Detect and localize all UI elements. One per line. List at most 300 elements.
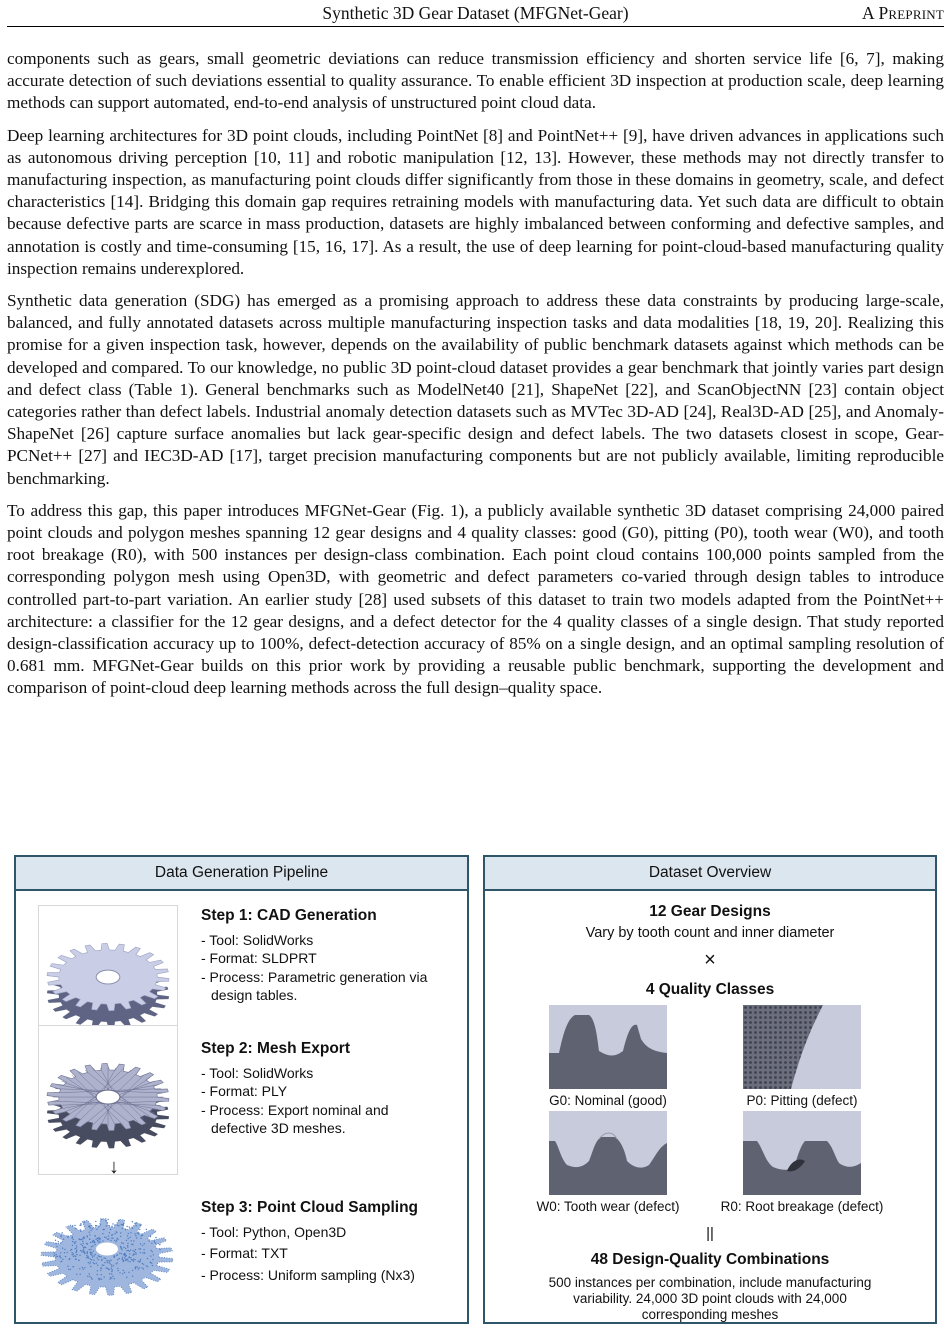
point bbox=[142, 1235, 143, 1236]
point bbox=[72, 1225, 73, 1226]
point bbox=[59, 1255, 60, 1256]
point bbox=[117, 1225, 118, 1226]
point bbox=[80, 1250, 81, 1251]
point bbox=[123, 1270, 124, 1271]
point bbox=[100, 1238, 101, 1239]
point bbox=[90, 1261, 91, 1262]
point bbox=[101, 1268, 102, 1269]
point bbox=[124, 1272, 125, 1273]
point bbox=[73, 1266, 74, 1267]
point bbox=[75, 1241, 76, 1242]
step-1 bbox=[201, 907, 469, 1005]
point bbox=[57, 1256, 58, 1257]
point bbox=[55, 1240, 56, 1241]
point bbox=[136, 1222, 137, 1223]
w0-defect-image bbox=[549, 1111, 667, 1195]
point bbox=[140, 1243, 141, 1244]
point bbox=[64, 1249, 65, 1250]
point bbox=[86, 1235, 87, 1236]
point bbox=[110, 1277, 111, 1278]
point bbox=[84, 1267, 85, 1268]
point bbox=[83, 1269, 84, 1270]
p0-defect-image bbox=[743, 1005, 861, 1089]
overview-title: Dataset Overview bbox=[485, 857, 935, 891]
point bbox=[126, 1277, 127, 1278]
root-breakage-icon bbox=[743, 1111, 861, 1195]
point bbox=[106, 1225, 107, 1226]
point bbox=[109, 1232, 110, 1233]
point bbox=[136, 1237, 137, 1238]
equals-symbol: || bbox=[706, 1225, 714, 1242]
point bbox=[127, 1259, 128, 1260]
point bbox=[122, 1243, 123, 1244]
point bbox=[55, 1243, 56, 1244]
point bbox=[56, 1246, 57, 1247]
point bbox=[71, 1249, 72, 1250]
point bbox=[154, 1241, 155, 1242]
point bbox=[144, 1252, 145, 1253]
point bbox=[140, 1238, 141, 1239]
point bbox=[87, 1251, 88, 1252]
point bbox=[79, 1225, 80, 1226]
point bbox=[102, 1233, 103, 1234]
point bbox=[110, 1229, 111, 1230]
point bbox=[60, 1235, 61, 1236]
down-arrow-icon: ↓ bbox=[109, 1156, 119, 1178]
class-label-p0: P0: Pitting (defect) bbox=[746, 1093, 858, 1108]
point bbox=[74, 1242, 75, 1243]
point bbox=[104, 1262, 105, 1263]
point bbox=[130, 1250, 131, 1251]
designs-subtitle: Vary by tooth count and inner diameter bbox=[585, 925, 835, 941]
point bbox=[86, 1257, 87, 1258]
point bbox=[132, 1276, 133, 1277]
point bbox=[117, 1270, 118, 1271]
point bbox=[108, 1238, 109, 1239]
point bbox=[91, 1277, 92, 1278]
point bbox=[121, 1242, 122, 1243]
point bbox=[91, 1246, 92, 1247]
point bbox=[87, 1276, 88, 1277]
point bbox=[80, 1223, 81, 1224]
point bbox=[129, 1237, 130, 1238]
point bbox=[82, 1250, 83, 1251]
point bbox=[98, 1259, 99, 1260]
point bbox=[138, 1233, 139, 1234]
point bbox=[110, 1263, 111, 1264]
combinations-description: 500 instances per combination, include manufacturing variability. 24,000 3D point clouds with 24,000 corresponding meshes bbox=[548, 1275, 872, 1322]
point bbox=[111, 1266, 112, 1267]
point bbox=[112, 1269, 113, 1270]
point bbox=[90, 1252, 91, 1253]
point bbox=[104, 1276, 105, 1277]
mesh-gear-image bbox=[38, 1025, 178, 1178]
point bbox=[70, 1250, 71, 1251]
point bbox=[106, 1260, 107, 1261]
point bbox=[76, 1245, 77, 1246]
point bbox=[146, 1265, 147, 1266]
point bbox=[71, 1252, 72, 1253]
point bbox=[135, 1268, 136, 1269]
point bbox=[129, 1226, 130, 1227]
point bbox=[111, 1271, 112, 1272]
point bbox=[143, 1249, 144, 1250]
point bbox=[128, 1233, 129, 1234]
point bbox=[63, 1239, 64, 1240]
step-item: - Process: Uniform sampling (Nx3) bbox=[201, 1266, 415, 1283]
point bbox=[82, 1241, 83, 1242]
point bbox=[122, 1257, 123, 1258]
step-item: - Tool: SolidWorks bbox=[201, 1064, 314, 1081]
step-3 bbox=[201, 1199, 418, 1284]
point bbox=[74, 1225, 75, 1226]
overview-panel bbox=[483, 855, 937, 1324]
point bbox=[75, 1256, 76, 1257]
point bbox=[54, 1255, 55, 1256]
point bbox=[142, 1245, 143, 1246]
point bbox=[97, 1274, 98, 1275]
point bbox=[109, 1262, 110, 1263]
point bbox=[143, 1264, 144, 1265]
point bbox=[137, 1261, 138, 1262]
point bbox=[71, 1237, 72, 1238]
point bbox=[97, 1240, 98, 1241]
point bbox=[112, 1238, 113, 1239]
point bbox=[132, 1228, 133, 1229]
point bbox=[151, 1263, 152, 1264]
point bbox=[113, 1265, 114, 1266]
point bbox=[144, 1243, 145, 1244]
point bbox=[105, 1258, 106, 1259]
point bbox=[88, 1262, 89, 1263]
point bbox=[139, 1267, 140, 1268]
point bbox=[103, 1229, 104, 1230]
gear-pointcloud-icon bbox=[32, 1179, 182, 1319]
point bbox=[108, 1219, 109, 1220]
point bbox=[89, 1232, 90, 1233]
point bbox=[114, 1225, 115, 1226]
point bbox=[132, 1260, 133, 1261]
point bbox=[127, 1243, 128, 1244]
point bbox=[92, 1245, 93, 1246]
paragraph: Synthetic data generation (SDG) has emerged as a promising approach to address these data constraints by producing large-scale, balanced, and fully annotated datasets across multiple manufacturing inspection tasks and data modalities [18, 19, 20]. Realizing this promise for a given inspection task, however, depends on the availability of public benchmark datasets against which methods can be developed and compared. To our knowledge, no public 3D point-cloud dataset provides a gear benchmark that jointly varies part design and defect class (Table 1). General benchmarks such as ModelNet40 [21], ShapeNet [22], and ScanObjectNN [23] contain object categories rather than defect labels. Industrial anomaly detection datasets such as MVTec 3D-AD [24], Real3D-AD [25], and Anomaly-ShapeNet [26] capture surface anomalies but lack gear-specific design and defect labels. The two datasets closest in scope, Gear-PCNet++ [27] and IEC3D-AD [17], target precision manufacturing components but are not publicly available, limiting reproducible benchmarking. bbox=[7, 291, 944, 488]
point bbox=[73, 1256, 74, 1257]
point bbox=[116, 1240, 117, 1241]
point bbox=[108, 1269, 109, 1270]
point bbox=[153, 1240, 154, 1241]
point bbox=[112, 1276, 113, 1277]
point bbox=[78, 1260, 79, 1261]
point bbox=[111, 1277, 112, 1278]
point bbox=[83, 1248, 84, 1249]
point bbox=[135, 1249, 136, 1250]
point bbox=[121, 1253, 122, 1254]
point bbox=[131, 1244, 132, 1245]
point bbox=[98, 1279, 99, 1280]
point bbox=[81, 1251, 82, 1252]
point bbox=[78, 1238, 79, 1239]
point bbox=[110, 1240, 111, 1241]
point bbox=[100, 1270, 101, 1271]
step-item: - Tool: SolidWorks bbox=[201, 931, 314, 948]
nominal-tooth-icon bbox=[549, 1005, 667, 1089]
point bbox=[65, 1256, 66, 1257]
point bbox=[152, 1265, 153, 1266]
point bbox=[90, 1254, 91, 1255]
point bbox=[126, 1250, 127, 1251]
point bbox=[119, 1258, 120, 1259]
page-header bbox=[7, 0, 944, 27]
point bbox=[150, 1255, 151, 1256]
point bbox=[82, 1267, 83, 1268]
class-label-g0: G0: Nominal (good) bbox=[549, 1093, 667, 1108]
point bbox=[150, 1236, 151, 1237]
combinations-title: 48 Design-Quality Combinations bbox=[590, 1251, 830, 1268]
paragraph: To address this gap, this paper introduces MFGNet-Gear (Fig. 1), a publicly available synthetic 3D dataset comprising 24,000 paired point clouds and polygon meshes spanning 12 gear designs and 4 quality classes: good (G0), pitting (P0), tooth wear (W0), and tooth root breakage (R0), with 500 instances per design-class combination. Each point cloud contains 100,000 points sampled from the corresponding polygon mesh using Open3D, with geometric and defect parameters co-varied through design tables to introduce controlled part-to-part variation. An earlier study [28] used subsets of this dataset to train two models adapted from the PointNet++ architecture: a classifier for the 12 gear designs, and a defect detector for the 4 quality classes of a single design. That study reported design-classification accuracy up to 100%, defect-detection accuracy of 85% on a single design, and an optimal sampling resolution of 0.681 mm. MFGNet-Gear builds on this prior work by providing a reusable public benchmark, supporting the development and comparison of point-cloud deep learning methods across the full design–quality space. bbox=[7, 500, 944, 698]
point bbox=[75, 1252, 76, 1253]
point bbox=[150, 1262, 151, 1263]
point bbox=[107, 1262, 108, 1263]
point bbox=[117, 1268, 118, 1269]
point bbox=[130, 1257, 131, 1258]
point bbox=[67, 1237, 68, 1238]
point bbox=[94, 1242, 95, 1243]
point bbox=[110, 1268, 111, 1269]
pipeline-title: Data Generation Pipeline bbox=[16, 857, 467, 891]
point bbox=[93, 1250, 94, 1251]
step-item: - Process: Parametric generation via design tables. bbox=[201, 968, 428, 1003]
point bbox=[116, 1231, 117, 1232]
point bbox=[72, 1254, 73, 1255]
point bbox=[112, 1234, 113, 1235]
step-title: Step 3: Point Cloud Sampling bbox=[201, 1199, 418, 1216]
point bbox=[80, 1231, 81, 1232]
point bbox=[117, 1259, 118, 1260]
point bbox=[89, 1263, 90, 1264]
point bbox=[113, 1255, 114, 1256]
point bbox=[72, 1245, 73, 1246]
point bbox=[151, 1243, 152, 1244]
point bbox=[121, 1249, 122, 1250]
point bbox=[76, 1274, 77, 1275]
point bbox=[133, 1258, 134, 1259]
point bbox=[140, 1248, 141, 1249]
point bbox=[122, 1259, 123, 1260]
point bbox=[82, 1243, 83, 1244]
step-title: Step 1: CAD Generation bbox=[201, 907, 377, 924]
point bbox=[148, 1240, 149, 1241]
step-item: - Tool: Python, Open3D bbox=[201, 1223, 347, 1240]
gear-points-face bbox=[41, 1219, 173, 1296]
point bbox=[54, 1253, 55, 1254]
point bbox=[133, 1253, 134, 1254]
point bbox=[147, 1258, 148, 1259]
g0-defect-image bbox=[549, 1005, 667, 1089]
point bbox=[87, 1243, 88, 1244]
point bbox=[129, 1253, 130, 1254]
point bbox=[92, 1241, 93, 1242]
point bbox=[60, 1257, 61, 1258]
point bbox=[100, 1224, 101, 1225]
point bbox=[94, 1244, 95, 1245]
point bbox=[153, 1254, 154, 1255]
point bbox=[143, 1268, 144, 1269]
designs-title: 12 Gear Designs bbox=[649, 903, 771, 920]
point bbox=[132, 1270, 133, 1271]
point bbox=[102, 1240, 103, 1241]
step-item: - Process: Export nominal and defective 3D meshes. bbox=[201, 1101, 389, 1136]
point bbox=[140, 1259, 141, 1260]
point bbox=[121, 1224, 122, 1225]
preprint-label bbox=[862, 3, 944, 24]
point bbox=[111, 1273, 112, 1274]
paragraph: Deep learning architectures for 3D point clouds, including PointNet [8] and PointNet++ [9], have driven advances in applications such as autonomous driving perception [10, 11] and robotic manipulation [12, 13]. However, these methods may not directly transfer to manufacturing inspection, as manufacturing point clouds differ significantly from those in these domains in geometry, scale, and defect characteristics [14]. Bridging this domain gap requires retraining models with manufacturing data. Yet such data are difficult to obtain because defective parts are scarce in mass production, datasets are highly imbalanced between conforming and defective samples, and annotation is costly and time-consuming [15, 16, 17]. As a result, the use of deep learning for point-cloud-based manufacturing quality inspection remains underexplored. bbox=[7, 125, 944, 278]
point bbox=[141, 1267, 142, 1268]
point bbox=[152, 1259, 153, 1260]
point bbox=[134, 1223, 135, 1224]
point bbox=[90, 1258, 91, 1259]
point bbox=[138, 1232, 139, 1233]
point bbox=[99, 1256, 100, 1257]
point bbox=[125, 1256, 126, 1257]
point bbox=[91, 1259, 92, 1260]
point bbox=[140, 1252, 141, 1253]
point bbox=[132, 1255, 133, 1256]
point bbox=[82, 1245, 83, 1246]
point bbox=[142, 1252, 143, 1253]
point bbox=[90, 1266, 91, 1267]
point bbox=[98, 1226, 99, 1227]
point bbox=[135, 1235, 136, 1236]
point bbox=[80, 1244, 81, 1245]
point bbox=[109, 1273, 110, 1274]
point bbox=[109, 1225, 110, 1226]
point bbox=[126, 1240, 127, 1241]
point bbox=[120, 1247, 121, 1248]
tooth-wear-icon bbox=[549, 1111, 667, 1195]
point bbox=[76, 1250, 77, 1251]
step-item: - Format: PLY bbox=[201, 1083, 288, 1099]
point bbox=[122, 1224, 123, 1225]
point bbox=[87, 1253, 88, 1254]
point bbox=[111, 1264, 112, 1265]
point bbox=[67, 1252, 68, 1253]
point bbox=[86, 1255, 87, 1256]
point bbox=[73, 1253, 74, 1254]
pipeline-panel bbox=[14, 855, 469, 1324]
point bbox=[155, 1237, 156, 1238]
point bbox=[134, 1251, 135, 1252]
point bbox=[89, 1234, 90, 1235]
point bbox=[90, 1230, 91, 1231]
class-label-r0: R0: Root breakage (defect) bbox=[720, 1199, 884, 1214]
point bbox=[89, 1273, 90, 1274]
point bbox=[90, 1242, 91, 1243]
point bbox=[83, 1236, 84, 1237]
point bbox=[96, 1262, 97, 1263]
point bbox=[136, 1266, 137, 1267]
point bbox=[80, 1229, 81, 1230]
point bbox=[124, 1257, 125, 1258]
step-item: - Format: SLDPRT bbox=[201, 950, 317, 966]
point bbox=[84, 1247, 85, 1248]
point bbox=[98, 1255, 99, 1256]
point bbox=[88, 1257, 89, 1258]
point bbox=[104, 1237, 105, 1238]
point bbox=[75, 1228, 76, 1229]
point bbox=[120, 1232, 121, 1233]
point bbox=[67, 1266, 68, 1267]
step-title: Step 2: Mesh Export bbox=[201, 1040, 350, 1057]
point bbox=[84, 1222, 85, 1223]
point bbox=[128, 1272, 129, 1273]
point bbox=[60, 1242, 61, 1243]
point bbox=[87, 1256, 88, 1257]
point bbox=[60, 1261, 61, 1262]
point bbox=[96, 1225, 97, 1226]
point bbox=[128, 1257, 129, 1258]
pitting-surface-icon bbox=[743, 1005, 861, 1089]
point bbox=[79, 1255, 80, 1256]
point bbox=[56, 1254, 57, 1255]
point bbox=[64, 1252, 65, 1253]
point bbox=[95, 1221, 96, 1222]
point bbox=[114, 1240, 115, 1241]
point bbox=[76, 1254, 77, 1255]
point bbox=[139, 1260, 140, 1261]
point bbox=[117, 1254, 118, 1255]
point bbox=[117, 1262, 118, 1263]
point bbox=[94, 1263, 95, 1264]
point bbox=[98, 1242, 99, 1243]
gear-bore bbox=[96, 1243, 118, 1256]
point bbox=[127, 1245, 128, 1246]
point bbox=[93, 1262, 94, 1263]
point bbox=[62, 1248, 63, 1249]
point bbox=[92, 1228, 93, 1229]
point bbox=[125, 1248, 126, 1249]
point bbox=[118, 1220, 119, 1221]
point bbox=[111, 1226, 112, 1227]
point bbox=[89, 1276, 90, 1277]
point bbox=[129, 1251, 130, 1252]
point bbox=[79, 1268, 80, 1269]
point bbox=[159, 1244, 160, 1245]
point bbox=[95, 1225, 96, 1226]
point bbox=[84, 1252, 85, 1253]
point bbox=[68, 1259, 69, 1260]
point bbox=[101, 1278, 102, 1279]
point bbox=[139, 1229, 140, 1230]
point bbox=[146, 1229, 147, 1230]
point bbox=[136, 1233, 137, 1234]
point bbox=[126, 1226, 127, 1227]
point bbox=[126, 1259, 127, 1260]
running-title: Synthetic 3D Gear Dataset (MFGNet-Gear) bbox=[322, 3, 629, 23]
point bbox=[127, 1235, 128, 1236]
body-text bbox=[7, 48, 944, 710]
point bbox=[121, 1248, 122, 1249]
point bbox=[152, 1251, 153, 1252]
point bbox=[93, 1255, 94, 1256]
point bbox=[92, 1256, 93, 1257]
pointcloud-gear-image bbox=[32, 1179, 182, 1319]
point bbox=[58, 1241, 59, 1242]
point bbox=[125, 1229, 126, 1230]
point bbox=[122, 1228, 123, 1229]
point bbox=[110, 1260, 111, 1261]
point bbox=[109, 1278, 110, 1279]
